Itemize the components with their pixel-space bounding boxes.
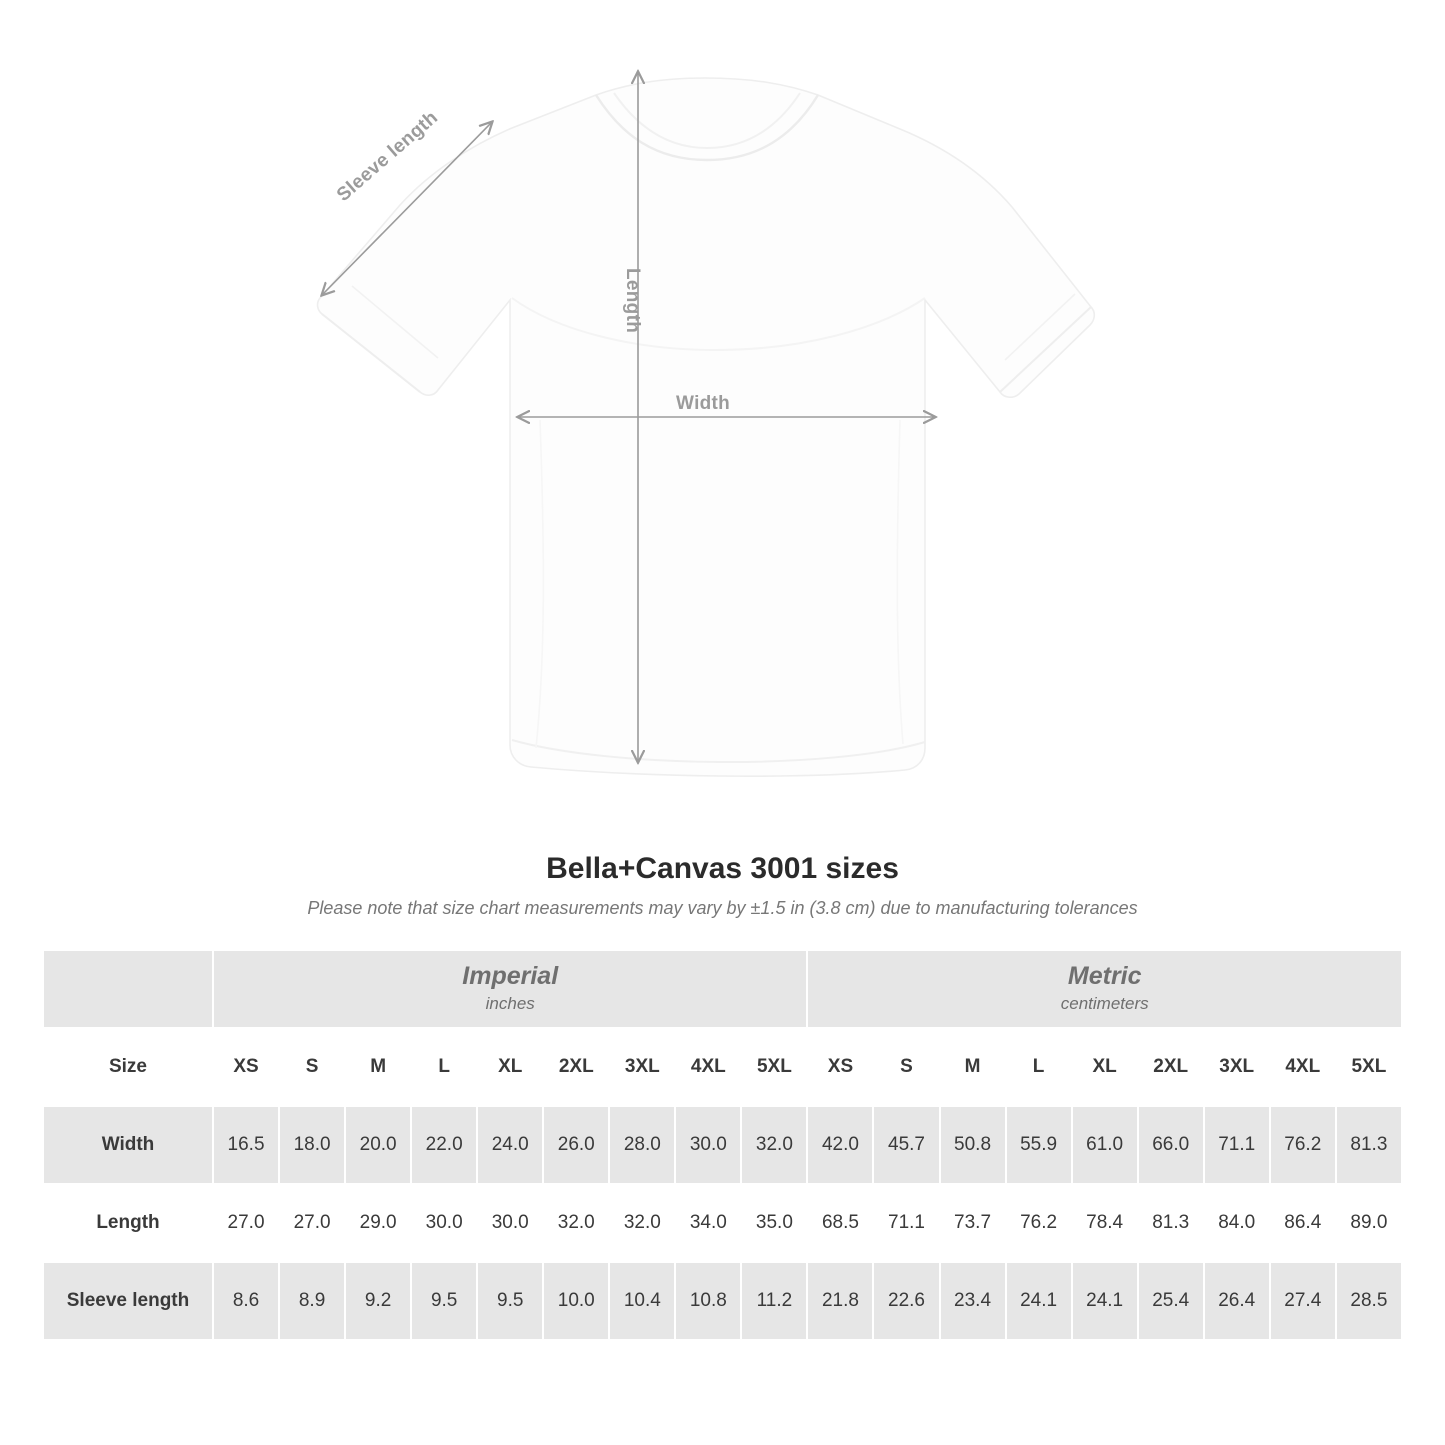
cell-width: 71.1 xyxy=(1204,1106,1270,1184)
cell-length: 84.0 xyxy=(1204,1184,1270,1262)
cell-sleeve-length: 8.9 xyxy=(279,1262,345,1340)
unit-group-imperial-sub: inches xyxy=(485,993,535,1013)
cell-length: 34.0 xyxy=(675,1184,741,1262)
cell-sleeve-length: 27.4 xyxy=(1270,1262,1336,1340)
size-header-cell: 5XL xyxy=(741,1028,807,1106)
size-header-cell: XL xyxy=(477,1028,543,1106)
title-block xyxy=(0,852,1445,919)
size-header-cell: L xyxy=(1006,1028,1072,1106)
unit-group-metric xyxy=(807,950,1402,1028)
cell-width: 32.0 xyxy=(741,1106,807,1184)
cell-length: 78.4 xyxy=(1072,1184,1138,1262)
cell-width: 45.7 xyxy=(873,1106,939,1184)
unit-group-imperial-name: Imperial xyxy=(462,961,559,990)
width-label: Width xyxy=(676,393,731,414)
cell-width: 20.0 xyxy=(345,1106,411,1184)
size-header-cell: 2XL xyxy=(543,1028,609,1106)
size-header-cell: S xyxy=(279,1028,345,1106)
cell-length: 29.0 xyxy=(345,1184,411,1262)
cell-length: 81.3 xyxy=(1138,1184,1204,1262)
cell-sleeve-length: 24.1 xyxy=(1006,1262,1072,1340)
unit-group-metric-name: Metric xyxy=(1067,961,1142,990)
cell-sleeve-length: 24.1 xyxy=(1072,1262,1138,1340)
cell-sleeve-length: 9.5 xyxy=(411,1262,477,1340)
size-table-wrapper xyxy=(42,949,1403,1341)
cell-length: 30.0 xyxy=(477,1184,543,1262)
size-header-cell: M xyxy=(345,1028,411,1106)
cell-width: 55.9 xyxy=(1006,1106,1072,1184)
cell-width: 22.0 xyxy=(411,1106,477,1184)
unit-corner-cell xyxy=(43,950,213,1028)
cell-length: 27.0 xyxy=(279,1184,345,1262)
cell-width: 24.0 xyxy=(477,1106,543,1184)
cell-width: 16.5 xyxy=(213,1106,279,1184)
cell-sleeve-length: 25.4 xyxy=(1138,1262,1204,1340)
cell-sleeve-length: 21.8 xyxy=(807,1262,873,1340)
size-header-cell: 4XL xyxy=(675,1028,741,1106)
size-header-cell: 4XL xyxy=(1270,1028,1336,1106)
size-header-cell: M xyxy=(940,1028,1006,1106)
row-label-sleeve-length: Sleeve length xyxy=(43,1262,213,1340)
cell-sleeve-length: 26.4 xyxy=(1204,1262,1270,1340)
cell-width: 66.0 xyxy=(1138,1106,1204,1184)
size-header-cell: XS xyxy=(807,1028,873,1106)
sleeve-length-label: Sleeve length xyxy=(333,107,443,206)
unit-group-metric-sub: centimeters xyxy=(1060,993,1149,1013)
table-row xyxy=(43,1184,1402,1262)
cell-length: 30.0 xyxy=(411,1184,477,1262)
cell-sleeve-length: 8.6 xyxy=(213,1262,279,1340)
cell-width: 18.0 xyxy=(279,1106,345,1184)
cell-length: 89.0 xyxy=(1336,1184,1402,1262)
unit-group-imperial xyxy=(213,950,807,1028)
size-header-cell: XL xyxy=(1072,1028,1138,1106)
unit-group-row xyxy=(43,950,1402,1028)
cell-sleeve-length: 9.5 xyxy=(477,1262,543,1340)
cell-width: 30.0 xyxy=(675,1106,741,1184)
size-header-cell: 3XL xyxy=(609,1028,675,1106)
cell-sleeve-length: 10.4 xyxy=(609,1262,675,1340)
size-header-cell: XS xyxy=(213,1028,279,1106)
cell-sleeve-length: 10.8 xyxy=(675,1262,741,1340)
tshirt-shape xyxy=(318,78,1095,776)
cell-length: 35.0 xyxy=(741,1184,807,1262)
cell-width: 50.8 xyxy=(940,1106,1006,1184)
row-label-width: Width xyxy=(43,1106,213,1184)
size-header-cell: 3XL xyxy=(1204,1028,1270,1106)
length-label: Length xyxy=(622,268,643,334)
cell-sleeve-length: 10.0 xyxy=(543,1262,609,1340)
cell-length: 86.4 xyxy=(1270,1184,1336,1262)
table-row xyxy=(43,1106,1402,1184)
table-row xyxy=(43,1262,1402,1340)
cell-sleeve-length: 22.6 xyxy=(873,1262,939,1340)
cell-sleeve-length: 28.5 xyxy=(1336,1262,1402,1340)
tolerance-note: Please note that size chart measurements may vary by ±1.5 in (3.8 cm) due to manufacturing tolerances xyxy=(307,898,1138,918)
cell-sleeve-length: 23.4 xyxy=(940,1262,1006,1340)
cell-length: 32.0 xyxy=(609,1184,675,1262)
cell-sleeve-length: 11.2 xyxy=(741,1262,807,1340)
size-header-cell: L xyxy=(411,1028,477,1106)
cell-width: 28.0 xyxy=(609,1106,675,1184)
cell-length: 76.2 xyxy=(1006,1184,1072,1262)
size-header-cell: 5XL xyxy=(1336,1028,1402,1106)
size-header-cell: S xyxy=(873,1028,939,1106)
page-title: Bella+Canvas 3001 sizes xyxy=(546,852,899,885)
cell-length: 32.0 xyxy=(543,1184,609,1262)
row-label-length: Length xyxy=(43,1184,213,1262)
cell-length: 73.7 xyxy=(940,1184,1006,1262)
cell-width: 61.0 xyxy=(1072,1106,1138,1184)
cell-length: 27.0 xyxy=(213,1184,279,1262)
size-header-label: Size xyxy=(43,1028,213,1106)
cell-width: 42.0 xyxy=(807,1106,873,1184)
cell-sleeve-length: 9.2 xyxy=(345,1262,411,1340)
cell-width: 26.0 xyxy=(543,1106,609,1184)
cell-width: 81.3 xyxy=(1336,1106,1402,1184)
size-table xyxy=(42,949,1403,1341)
size-header-row xyxy=(43,1028,1402,1106)
size-header-cell: 2XL xyxy=(1138,1028,1204,1106)
cell-length: 71.1 xyxy=(873,1184,939,1262)
cell-width: 76.2 xyxy=(1270,1106,1336,1184)
cell-length: 68.5 xyxy=(807,1184,873,1262)
